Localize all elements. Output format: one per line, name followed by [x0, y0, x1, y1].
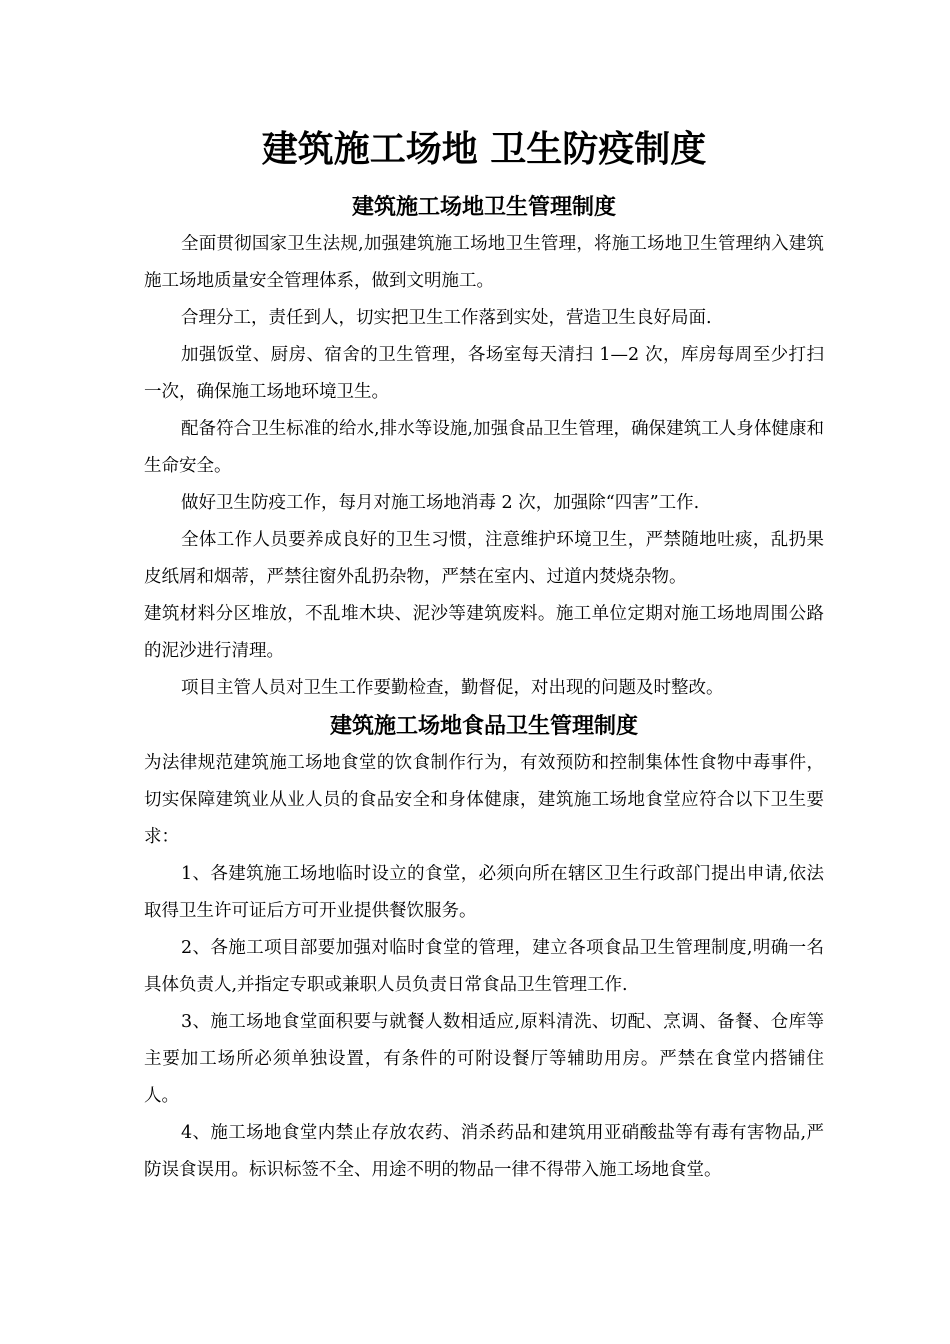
- paragraph: 配备符合卫生标准的给水,排水等设施,加强食品卫生管理，确保建筑工人身体健康和生命安全。: [144, 419, 824, 476]
- paragraph: 1、各建筑施工场地临时设立的食堂，必须向所在辖区卫生行政部门提出申请,依法取得卫生许可证后方可开业提供餐饮服务。: [144, 864, 824, 921]
- paragraph: 为法律规范建筑施工场地食堂的饮食制作行为，有效预防和控制集体性食物中毒事件，切实保障建筑业从业人员的食品安全和身体健康，建筑施工场地食堂应符合以下卫生要求：: [144, 753, 824, 847]
- section-heading: 建筑施工场地卫生管理制度: [351, 194, 616, 220]
- paragraph: 做好卫生防疫工作，每月对施工场地消毒 2 次，加强除“四害”工作.: [181, 493, 700, 513]
- paragraph: 3、施工场地食堂面积要与就餐人数相适应,原料清洗、切配、烹调、备餐、仓库等主要加工场所必须单独设置，有条件的可附设餐厅等辅助用房。严禁在食堂内搭铺住人。: [144, 1012, 824, 1106]
- section-hygiene-management: [144, 188, 824, 707]
- paragraph: 4、施工场地食堂内禁止存放农药、消杀药品和建筑用亚硝酸盐等有毒有害物品,严防误食误用。标识标签不全、用途不明的物品一律不得带入施工场地食堂。: [144, 1123, 824, 1180]
- paragraph: 合理分工，责任到人，切实把卫生工作落到实处，营造卫生良好局面.: [181, 308, 712, 328]
- document-page: [144, 118, 824, 1189]
- document-title: 建筑施工场地 卫生防疫制度: [261, 128, 707, 170]
- paragraph: 项目主管人员对卫生工作要勤检查，勤督促，对出现的问题及时整改。: [181, 678, 724, 698]
- section-heading: 建筑施工场地食品卫生管理制度: [329, 713, 638, 739]
- paragraph: 全面贯彻国家卫生法规,加强建筑施工场地卫生管理，将施工场地卫生管理纳入建筑施工场地质量安全管理体系，做到文明施工。: [144, 234, 824, 291]
- paragraph: 加强饭堂、厨房、宿舍的卫生管理，各场室每天清扫 1—2 次，库房每周至少打扫一次，确保施工场地环境卫生。: [144, 345, 824, 402]
- paragraph: 建筑材料分区堆放，不乱堆木块、泥沙等建筑废料。施工单位定期对施工场地周围公路的泥沙进行清理。: [144, 604, 824, 661]
- section-food-hygiene-management: [144, 707, 824, 1189]
- paragraph: 2、各施工项目部要加强对临时食堂的管理，建立各项食品卫生管理制度,明确一名具体负责人,并指定专职或兼职人员负责日常食品卫生管理工作.: [144, 938, 824, 995]
- paragraph: 全体工作人员要养成良好的卫生习惯，注意维护环境卫生，严禁随地吐痰，乱扔果皮纸屑和烟蒂，严禁往窗外乱扔杂物，严禁在室内、过道内焚烧杂物。: [144, 530, 824, 587]
